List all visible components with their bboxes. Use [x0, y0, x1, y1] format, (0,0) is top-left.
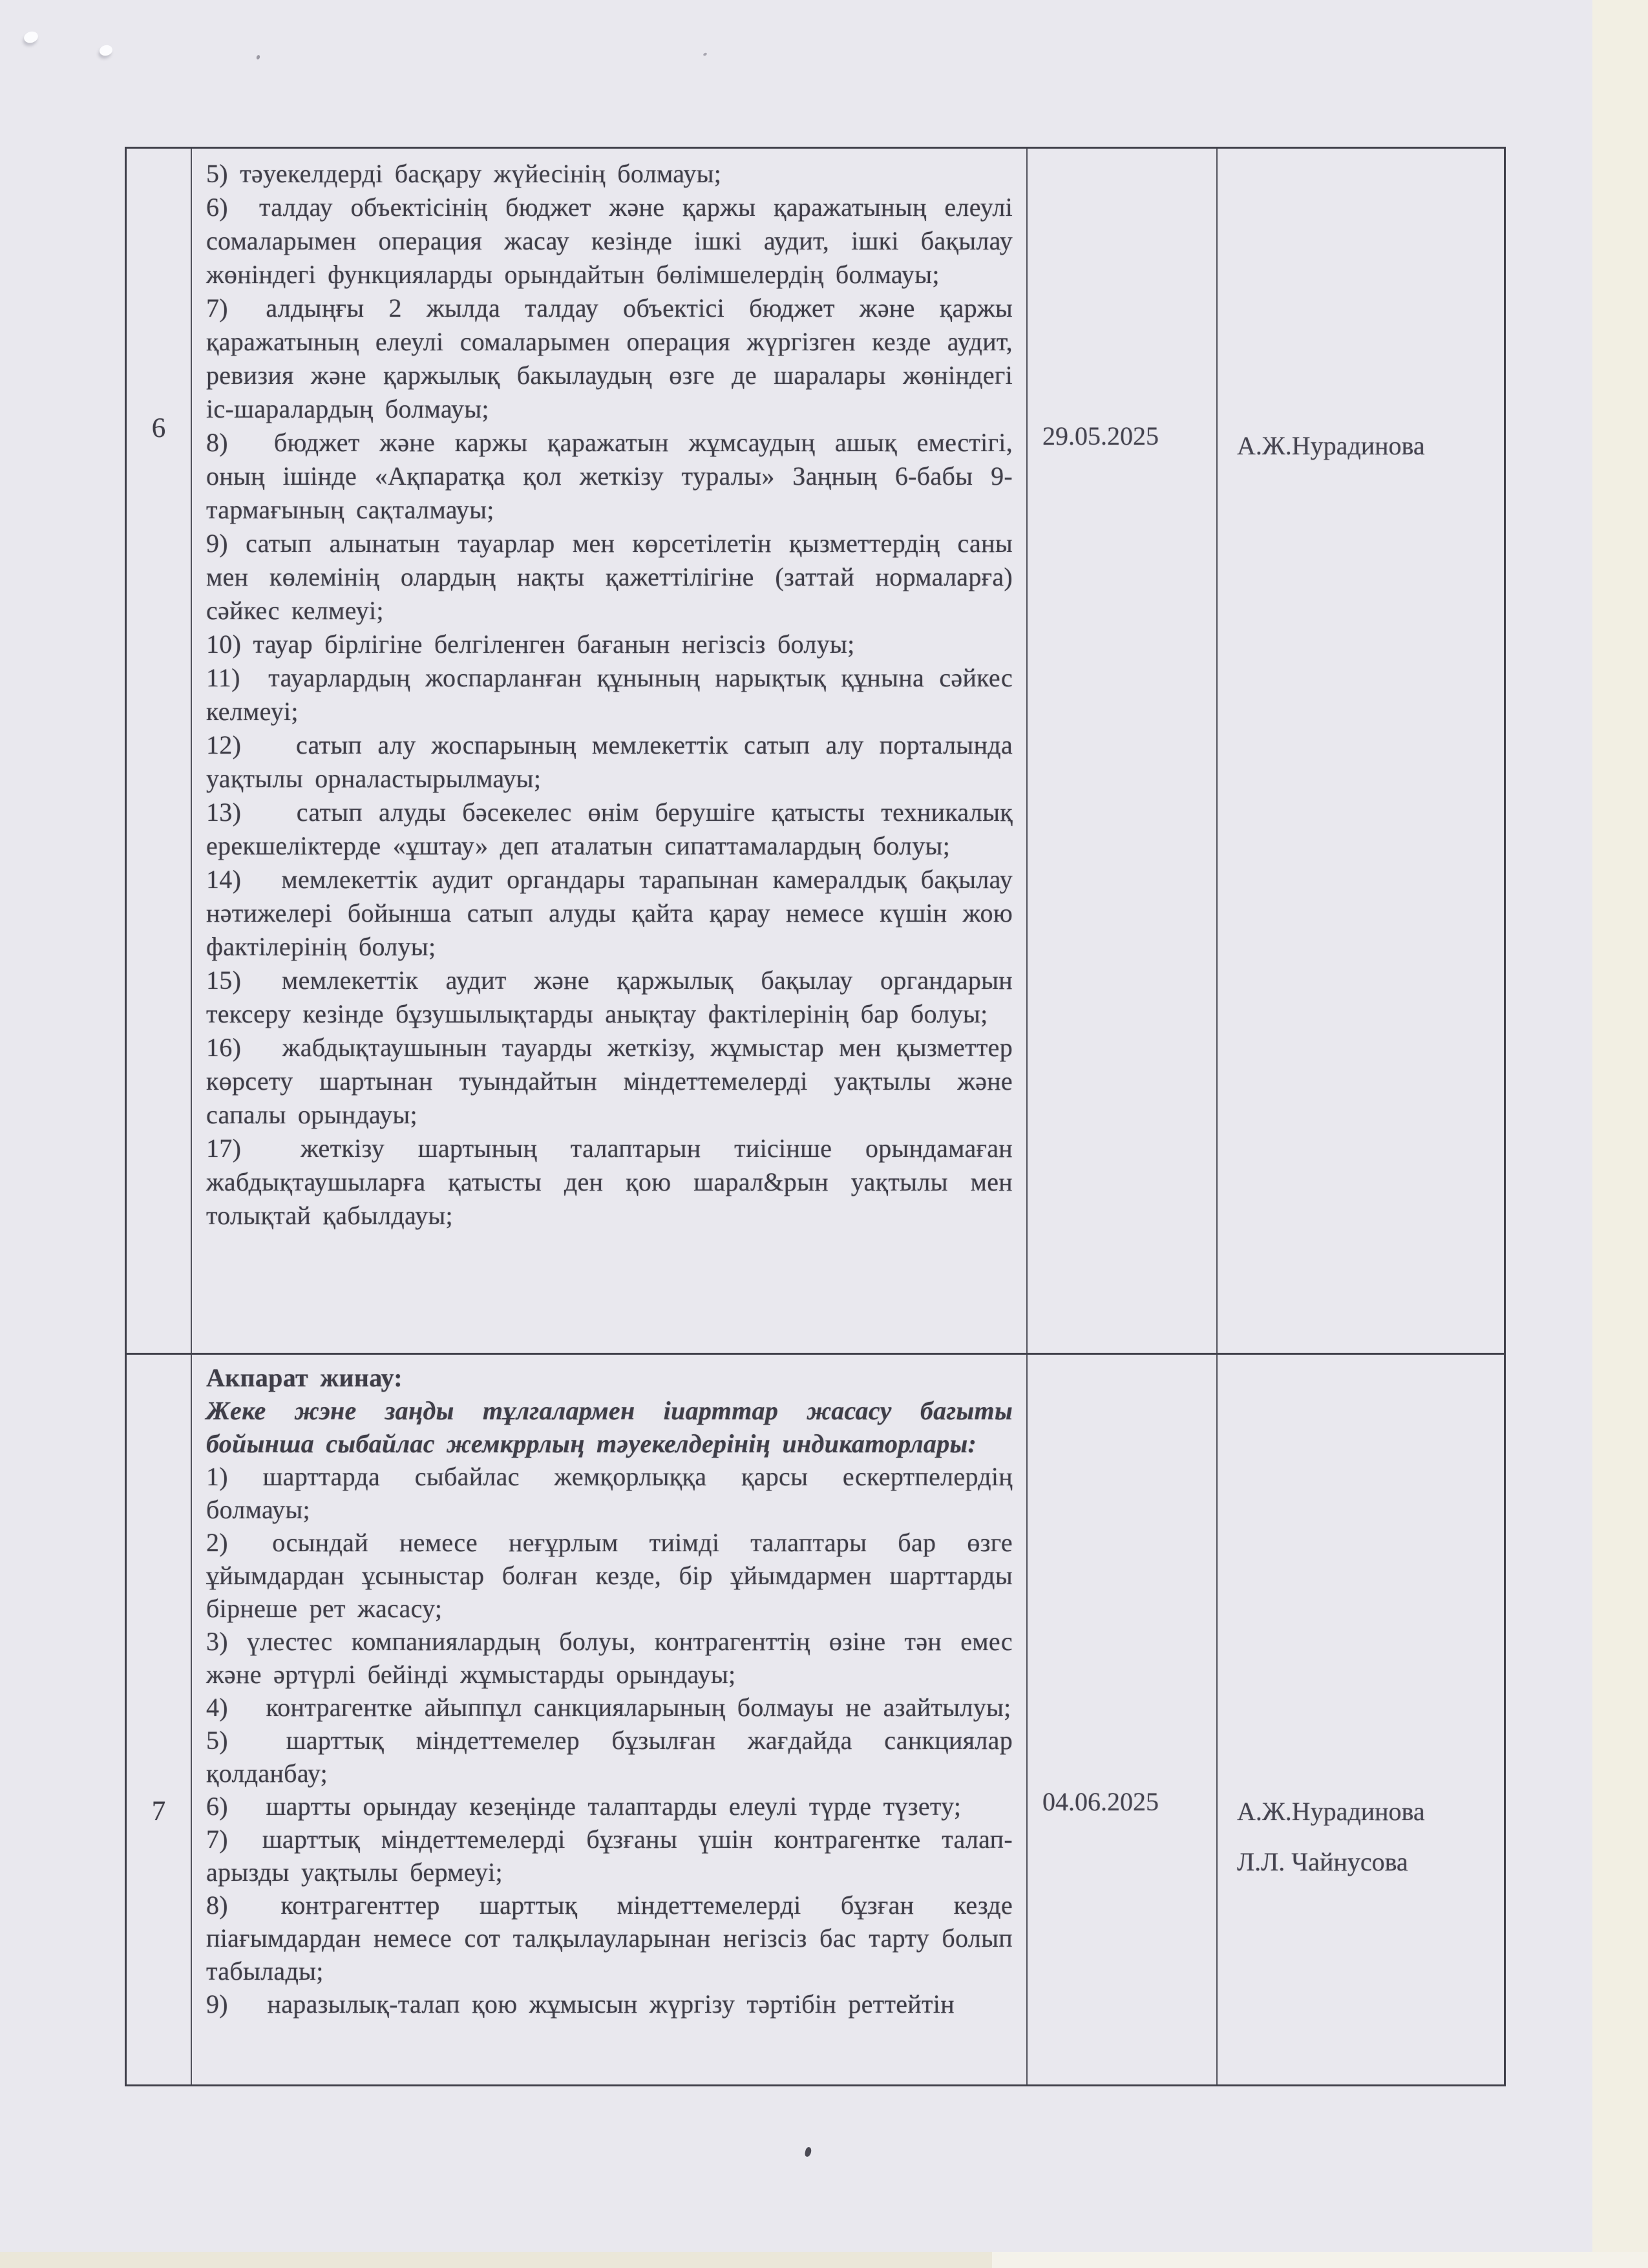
responsible-name: А.Ж.Нурадинова [1237, 431, 1425, 460]
risk-register-table [125, 147, 1506, 2086]
paper-bottom-edge-shadow-left [0, 2252, 992, 2268]
column-divider-date [1026, 149, 1028, 2084]
paragraph: 8) бюджет және каржы қаражатын жұмсаудың ашық еместігі, оның ішінде «Ақпаратқа қол жеткізу туралы» Заңның 6-бабы 9-тармағының сақталмауы; [206, 428, 1013, 524]
paragraph: 12) сатып алу жоспарының мемлекеттік сатып алу порталында уақтылы орналастырылмауы; [206, 730, 1013, 793]
risk-indicators-text-cell [206, 1361, 1013, 2020]
risk-indicators-text-cell [206, 157, 1013, 1233]
paragraph: 5) шарттық міндеттемелер бұзылған жағдайда санкциялар қолданбау; [206, 1726, 1013, 1788]
column-divider-names [1216, 149, 1218, 2084]
paragraph: 1) шарттарда сыбайлас жемқорлыққа қарсы ескертпелердің болмауы; [206, 1462, 1013, 1524]
paragraph: 10) тауар бірлігіне белгіленген бағанын негізсіз болуы; [206, 630, 855, 659]
column-divider-number [191, 149, 192, 2084]
paragraph: 5) тәуекелдерді басқару жүйесінің болмауы; [206, 159, 722, 188]
paragraph: 15) мемлекеттік аудит және қаржылық бақылау органдарын тексеру кезінде бұзушылықтарды анықтау фактілерінің бар болуы; [206, 966, 1013, 1028]
paragraph: 8) контрагенттер шарттық міндеттемелерді бұзған кезде піағымдардан немесе сот талқылауларынан негізсіз бас тарту болып табылады; [206, 1891, 1013, 1986]
paragraph: 7) алдыңғы 2 жылда талдау объектісі бюджет және қаржы қаражатының елеулі сомаларымен операция жүргізген кезде аудит, ревизия және қаржылық бакылаудың өзге де шаралары жөніндегі іс-шаралардың болмауы; [206, 293, 1013, 423]
paragraph: 6) талдау объектісінің бюджет және қаржы қаражатының елеулі сомаларымен операция жасау кезінде ішкі аудит, ішкі бақылау жөніндегі функцияларды орындайтын бөлімшелердің болмауы; [206, 193, 1013, 289]
paragraph: Жеке жэне заңды тұлгалармен іиарттар жасасу багыты бойынша сыбайлас жемкррлың тәуекелдерінің индикаторлары: [206, 1396, 1013, 1458]
paragraph: 3) үлестес компаниялардың болуы, контрагенттің өзіне тән емес және әртүрлі бейінді жұмыстарды орындауы; [206, 1627, 1013, 1689]
paragraph: 4) контрагентке айыппұл санкцияларының болмауы не азайтылуы; [206, 1693, 1011, 1722]
paragraph: Акпарат жинау: [206, 1363, 403, 1392]
responsible-names-cell [1237, 421, 1521, 471]
paragraph: 6) шартты орындау кезеңінде талаптарды елеулі түрде түзету; [206, 1792, 962, 1821]
paper-bottom-edge-shadow-right [992, 2252, 1648, 2268]
paragraph: 17) жеткізу шартының талаптарын тиісінше орындамаған жабдықтаушыларға қатысты ден қою шарал&рын уақтылы мен толықтай қабылдауы; [206, 1134, 1013, 1230]
paragraph: 11) тауарлардың жоспарланған құнының нарықтық құнына сәйкес келмеуі; [206, 663, 1013, 726]
date-cell: 29.05.2025 [1042, 421, 1159, 450]
paragraph: 2) осындай немесе неғұрлым тиімді талаптары бар өзге ұйымдардан ұсыныстар болған кезде, бір ұйымдармен шарттарды бірнеше рет жасасу; [206, 1528, 1013, 1623]
paragraph: 16) жабдықтаушынын тауарды жеткізу, жұмыстар мен қызметтер көрсету шартынан туындайтын міндеттемелерді уақтылы және сапалы орындауы; [206, 1033, 1013, 1129]
paragraph: 14) мемлекеттік аудит органдары тарапынан камералдық бақылау нәтижелері бойынша сатып алуды қайта қарау немесе күшін жою фактілерінің болуы; [206, 865, 1013, 961]
paragraph: 9) сатып алынатын тауарлар мен көрсетілетін қызметтердің саны мен көлемінің олардың нақты қажеттілігіне (заттай нормаларға) сәйкес келмеуі; [206, 529, 1013, 625]
paragraph: 9) наразылық-талап қою жұмысын жүргізу тәртібін реттейтін [206, 1989, 955, 2019]
responsible-name: Л.Л. Чайнусова [1237, 1847, 1408, 1876]
responsible-names-cell [1237, 1786, 1521, 1887]
paragraph: 7) шарттық міндеттемелерді бұзғаны үшін контрагентке талап-арызды уақтылы бермеуі; [206, 1825, 1013, 1887]
row-divider [127, 1353, 1504, 1355]
row-number: 6 [151, 413, 166, 443]
responsible-name: А.Ж.Нурадинова [1237, 1797, 1425, 1826]
date-cell: 04.06.2025 [1042, 1787, 1159, 1816]
paragraph: 13) сатып алуды бәсекелес өнім берушіге қатысты техникалық ерекшеліктерде «ұштау» деп аталатын сипаттамалардың болуы; [206, 798, 1013, 860]
scanner-background-right [1592, 0, 1648, 2268]
row-number: 7 [151, 1796, 166, 1827]
